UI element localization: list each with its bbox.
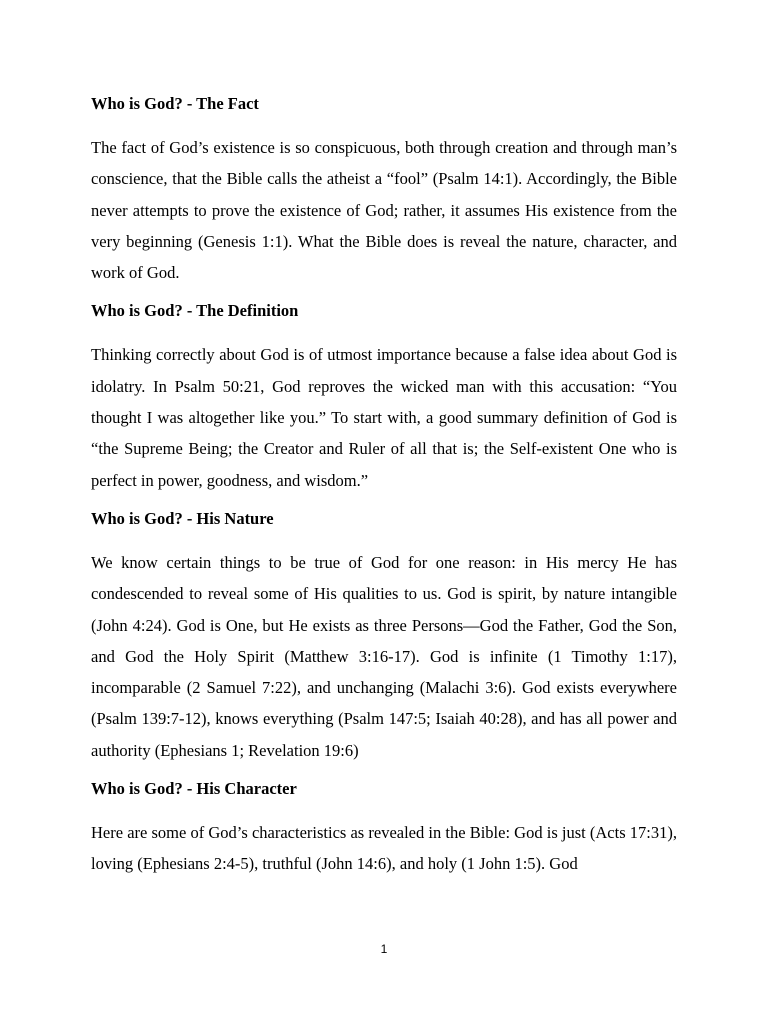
section-paragraph-definition: Thinking correctly about God is of utmost importance because a false idea about God is idolatry. In Psalm 50:21, God reproves the wicked man with this accusation: “You thought I was altogether like you.” To start with, a good summary definition of God is “the Supreme Being; the Creator and Ruler of all that is; the Self-existent One who is perfect in power, goodness, and wisdom.” [91,345,677,490]
section-heading-nature: Who is God? - His Nature [91,508,274,528]
section-paragraph-nature: We know certain things to be true of God for one reason: in His mercy He has condescended to reveal some of His qualities to us. God is spirit, by nature intangible (John 4:24). God is One, but He exists as three Persons—God the Father, God the Son, and God the Holy Spirit (Matthew 3:16-17). God is infinite (1 Timothy 1:17), incomparable (2 Samuel 7:22), and unchanging (Malachi 3:6). God exists everywhere (Psalm 139:7-12), knows everything (Psalm 147:5; Isaiah 40:28), and has all power and authority (Ephesians 1; Revelation 19:6) [91,552,677,760]
section-paragraph-fact: The fact of God’s existence is so conspicuous, both through creation and through man’s conscience, that the Bible calls the atheist a “fool” (Psalm 14:1). Accordingly, the Bible never attempts to prove the existence of God; rather, it assumes His existence from the very beginning (Genesis 1:1). What the Bible does is reveal the nature, character, and work of God. [91,138,677,283]
section-heading-definition: Who is God? - The Definition [91,301,299,321]
section-heading-character: Who is God? - His Character [91,779,297,799]
section-heading-fact: Who is God? - The Fact [91,94,259,113]
page-number: 1 [380,942,388,956]
section-paragraph-character: Here are some of God’s characteristics as revealed in the Bible: God is just (Acts 17:31), loving (Ephesians 2:4-5), truthful (John 14:6), and holy (1 John 1:5). God [91,823,677,874]
document-body [91,91,677,890]
